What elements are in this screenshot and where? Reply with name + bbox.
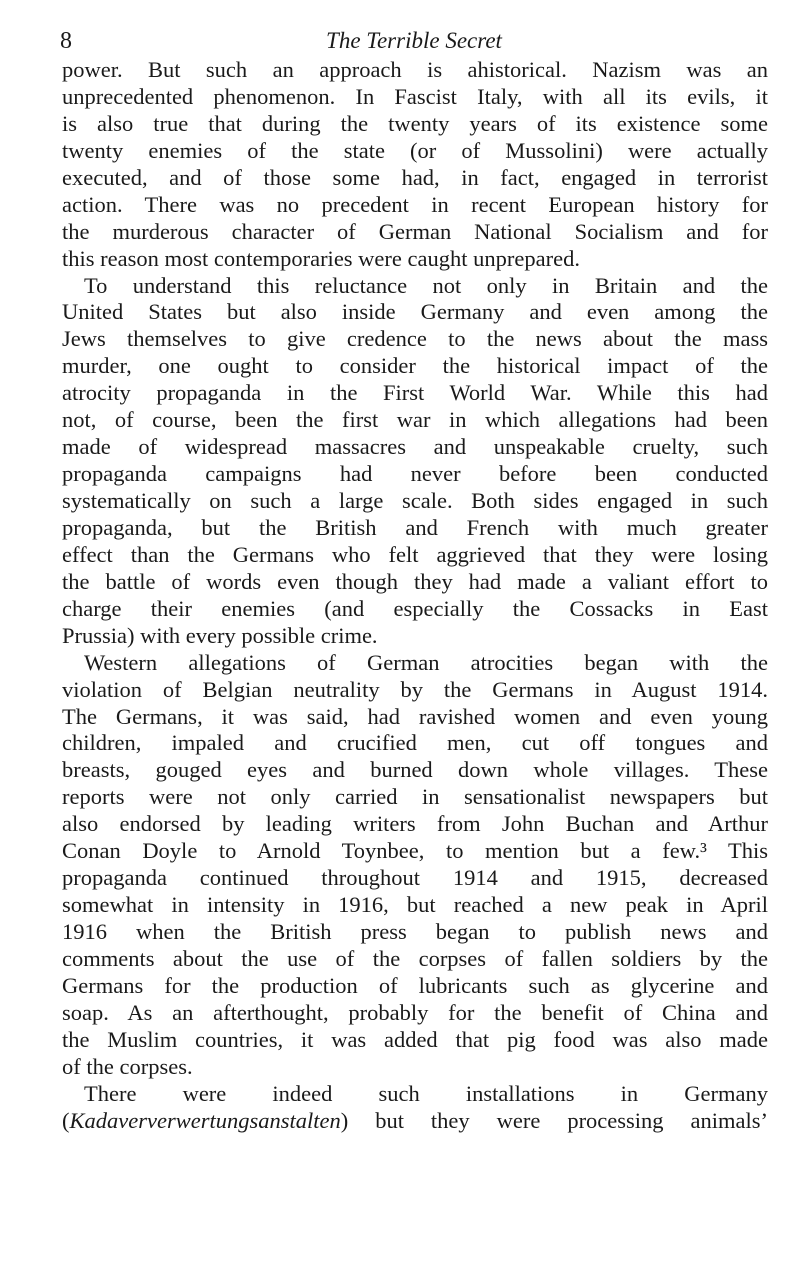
text-line: executed, and of those some had, in fact, engaged in terrorist	[62, 164, 768, 190]
text-line: reports were not only carried in sensationalist newspapers but	[62, 784, 768, 810]
text-line: violation of Belgian neutrality by the Germans in August 1914.	[62, 676, 768, 702]
text-line: is also true that during the twenty years of its existence some	[62, 110, 768, 136]
text-line: charge their enemies (and especially the Cossacks in East	[62, 595, 768, 621]
text-line: propaganda, but the British and French with much greater	[62, 514, 768, 540]
text-line: the battle of words even though they had made a valiant effort to	[62, 568, 768, 594]
text-line: breasts, gouged eyes and burned down whole villages. These	[62, 757, 768, 783]
text-line: atrocity propaganda in the First World War. While this had	[62, 380, 768, 406]
text-line: children, impaled and crucified men, cut off tongues and	[62, 730, 768, 756]
text-line: Conan Doyle to Arnold Toynbee, to mention but a few.³ This	[62, 838, 768, 864]
text-line: also endorsed by leading writers from John Buchan and Arthur	[62, 811, 768, 837]
text-line: Western allegations of German atrocities began with the	[84, 649, 768, 675]
text-line: Jews themselves to give credence to the news about the mass	[62, 326, 768, 352]
text-line: soap. As an afterthought, probably for the benefit of China and	[62, 999, 768, 1025]
text-line: systematically on such a large scale. Both sides engaged in such	[62, 488, 768, 513]
text-line-final	[62, 1108, 768, 1135]
text-line: action. There was no precedent in recent European history for	[62, 191, 768, 217]
text-line: of the corpses.	[62, 1053, 193, 1079]
text-line: twenty enemies of the state (or of Mussolini) were actually	[62, 137, 768, 163]
text-line: Prussia) with every possible crime.	[62, 622, 378, 648]
text-line: propaganda continued throughout 1914 and 1915, decreased	[62, 865, 768, 891]
text-line: United States but also inside Germany and even among the	[62, 299, 768, 325]
page-header	[60, 26, 768, 56]
text-line: There were indeed such installations in Germany	[84, 1080, 768, 1106]
text-line: propaganda campaigns had never before been conducted	[62, 461, 768, 487]
text-line: the Muslim countries, it was added that pig food was also made	[62, 1026, 768, 1052]
running-title: The Terrible Secret	[326, 28, 502, 53]
text-line: 1916 when the British press began to publish news and	[62, 919, 768, 944]
text-line: comments about the use of the corpses of fallen soldiers by the	[62, 945, 768, 971]
text-line: Germans for the production of lubricants such as glycerine and	[62, 972, 768, 998]
final-line-open: (	[62, 1107, 70, 1133]
italic-term: Kadaververwertungsanstalten	[69, 1107, 341, 1133]
text-line: To understand this reluctance not only in Britain and the	[84, 272, 768, 298]
text-line: The Germans, it was said, had ravished women and even young	[62, 703, 768, 729]
text-line: made of widespread massacres and unspeakable cruelty, such	[62, 434, 768, 460]
text-line: not, of course, been the first war in which allegations had been	[62, 407, 768, 433]
text-line: this reason most contemporaries were caught unprepared.	[62, 245, 580, 271]
text-line: effect than the Germans who felt aggrieved that they were losing	[62, 541, 768, 567]
text-line: power. But such an approach is ahistorical. Nazism was an	[62, 57, 768, 82]
text-line: somewhat in intensity in 1916, but reached a new peak in April	[62, 892, 768, 918]
page-number: 8	[60, 28, 72, 54]
text-line: unprecedented phenomenon. In Fascist Italy, with all its evils, it	[62, 83, 768, 109]
body-text	[62, 57, 768, 1135]
text-line: the murderous character of German National Socialism and for	[62, 218, 768, 244]
final-line-rest: ) but they were processing animals’	[340, 1107, 768, 1133]
text-line: murder, one ought to consider the historical impact of the	[62, 353, 768, 379]
